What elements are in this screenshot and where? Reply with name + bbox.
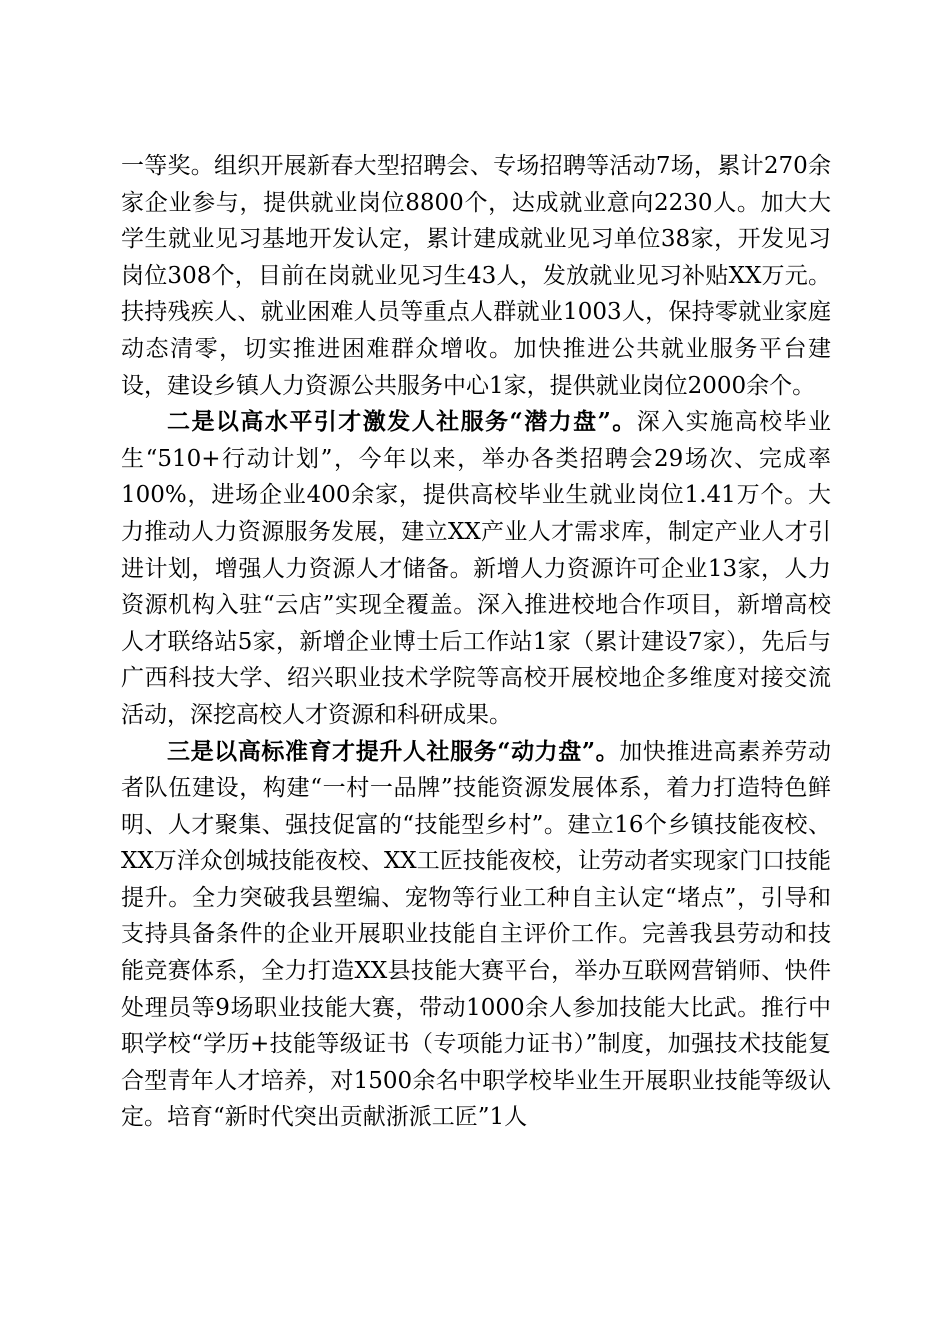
paragraph-employment-services xyxy=(121,148,831,404)
paragraph-heading: 二是以高水平引才激发人社服务“潜力盘”。 xyxy=(167,408,637,436)
paragraph-text: 深入实施高校毕业生“510+行动计划”，今年以来，举办各类招聘会29场次、完成率100%，进场企业400余家，提供高校毕业生就业岗位1.41万个。大力推动人力资源服务发展，建立XX产业人才需求库，制定产业人才引进计划，增强人力资源人才储备。新增人力资源许可企业13家，人力资源机构入驻“云店”实现全覆盖。深入推进校地合作项目，新增高校人才联络站5家，新增企业博士后工作站1家（累计建设7家），先后与广西科技大学、绍兴职业技术学院等高校开展校地企多维度对接交流活动，深挖高校人才资源和科研成果。 xyxy=(121,409,831,728)
paragraph-talent-attraction xyxy=(121,404,831,733)
paragraph-text: 加快推进高素养劳动者队伍建设，构建“一村一品牌”技能资源发展体系，着力打造特色鲜明、人才聚集、强技促富的“技能型乡村”。建立16个乡镇技能夜校、XX万洋众创城技能夜校、XX工匠技能夜校，让劳动者实现家门口技能提升。全力突破我县塑编、宠物等行业工种自主认定“堵点”，引导和支持具备条件的企业开展职业技能自主评价工作。完善我县劳动和技能竞赛体系，全力打造XX县技能大赛平台，举办互联网营销师、快件处理员等9场职业技能大赛，带动1000余人参加技能大比武。推行中职学校“学历+技能等级证书（专项能力证书）”制度，加强技术技能复合型青年人才培养，对1500余名中职学校毕业生开展职业技能等级认定。培育“新时代突出贡献浙派工匠”1人 xyxy=(121,738,832,1131)
paragraph-heading: 三是以高标准育才提升人社服务“动力盘”。 xyxy=(167,737,620,765)
paragraph-talent-training xyxy=(121,734,831,1137)
document-body xyxy=(121,148,831,1136)
paragraph-text: 一等奖。组织开展新春大型招聘会、专场招聘等活动7场，累计270余家企业参与，提供就业岗位8800个，达成就业意向2230人。加大大学生就业见习基地开发认定，累计建成就业见习单位38家，开发见习岗位308个，目前在岗就业见习生43人，发放就业见习补贴XX万元。扶持残疾人、就业困难人员等重点人群就业1003人，保持零就业家庭动态清零，切实推进困难群众增收。加快推进公共就业服务平台建设，建设乡镇人力资源公共服务中心1家，提供就业岗位2000余个。 xyxy=(121,153,831,399)
